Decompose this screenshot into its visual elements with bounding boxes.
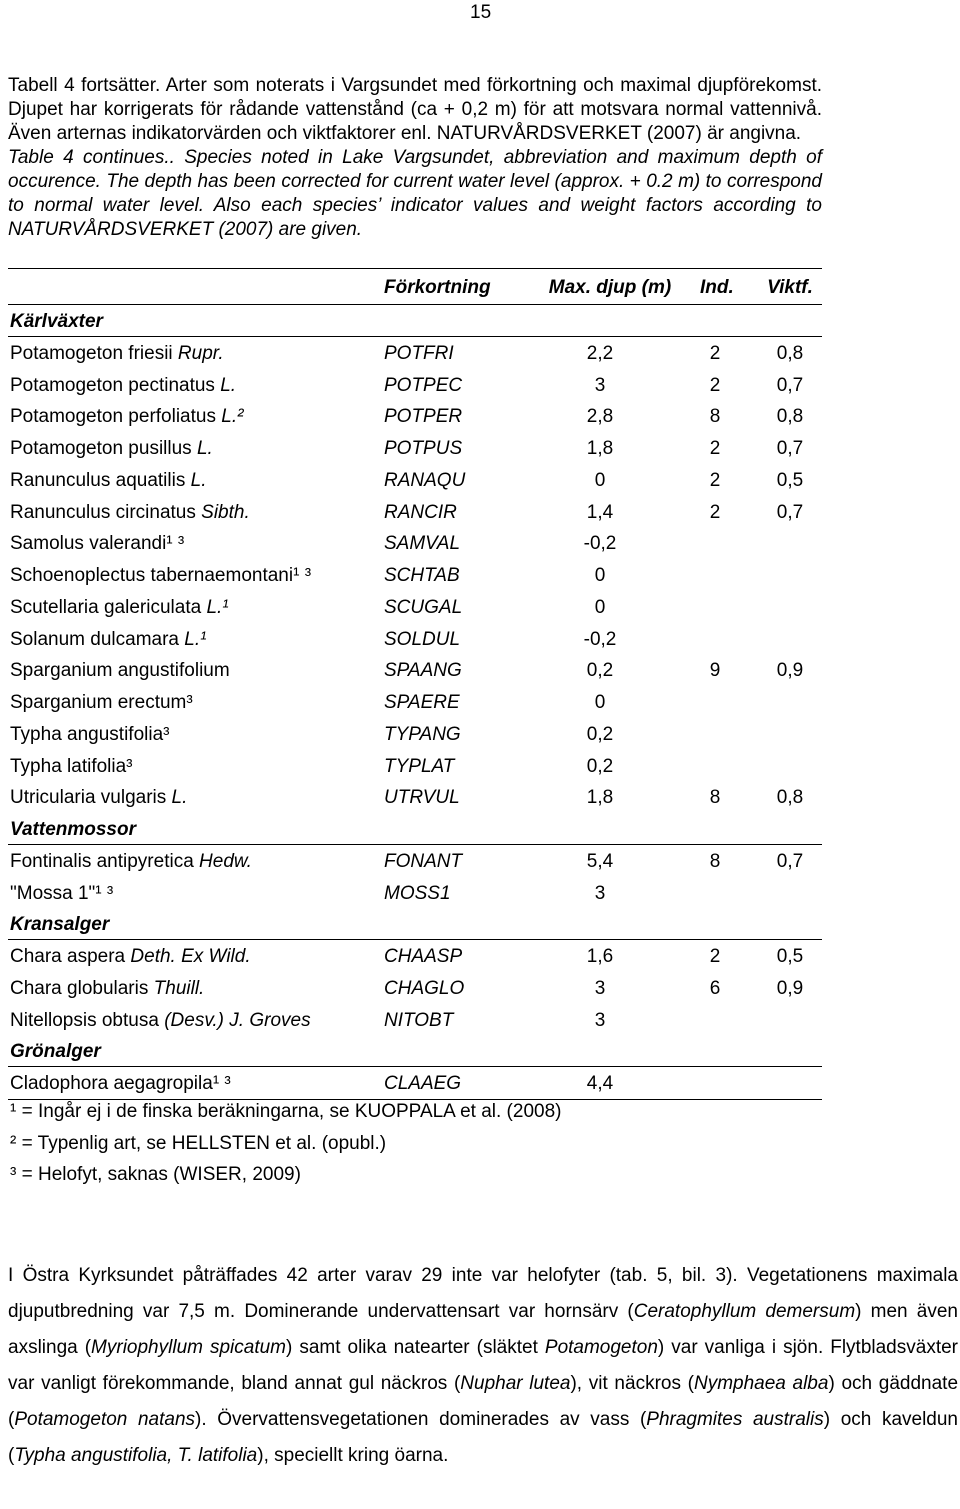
table-row	[10, 593, 822, 623]
indicator-value: 2	[709, 501, 721, 523]
table-row	[10, 879, 822, 909]
species-name: Nitellopsis obtusa (Desv.) J. Groves	[10, 1009, 311, 1031]
abbreviation: FONANT	[384, 850, 463, 872]
abbreviation: SOLDUL	[384, 628, 461, 650]
table-row	[10, 561, 822, 591]
species-name: Schoenoplectus tabernaemontani¹ ³	[10, 565, 312, 586]
weight-factor: 0,8	[776, 787, 804, 809]
abbreviation: SPAANG	[384, 660, 462, 682]
max-depth: 3	[594, 977, 606, 999]
species-name: Typha latifolia³	[10, 755, 133, 777]
table-row	[10, 339, 822, 369]
species-name: Potamogeton pusillus L.	[10, 438, 213, 459]
species-author: L.²	[221, 406, 244, 428]
species-name: Ranunculus circinatus Sibth.	[10, 501, 250, 523]
weight-factor: 0,7	[776, 501, 804, 523]
table-category-row	[10, 910, 822, 940]
table-top-rule	[8, 268, 822, 269]
indicator-value: 2	[709, 374, 721, 396]
species-author: Sibth.	[201, 501, 250, 523]
abbreviation: POTFRI	[384, 342, 454, 364]
category-label: Grönalger	[10, 1041, 101, 1063]
species-author: (Desv.) J. Groves	[164, 1009, 311, 1031]
abbreviation: TYPANG	[384, 723, 461, 745]
table-category-row	[10, 1037, 822, 1067]
max-depth: 0	[594, 692, 606, 713]
indicator-value: 9	[709, 660, 721, 682]
species-name: Samolus valerandi¹ ³	[10, 533, 185, 555]
table-row	[10, 434, 822, 464]
species-author: L.¹	[206, 596, 229, 618]
max-depth: 2,2	[586, 342, 614, 364]
paragraph-text: I Östra Kyrksundet påträffades 42 arter varav 29 inte var helofyter (tab. 5, bil. 3). Vegetationens maximala djuputbredning var 7,5 m. Dominerande undervattensart var hornsärv (Ceratophyllum demersum) men även axslinga (Myriophyllum spicatum) samt olika natearter (släktet Potamogeton) var vanliga i sjön. Flytbladsväxter var vanligt förekommande, bland annat gul näckros (Nuphar lutea), vit näckros (Nymphaea alba) och gäddnate (Potamogeton natans). Övervattensvegetationen dominerades av vass (Phragmites australis) och kaveldun (Typha angustifolia, T. latifolia), speciellt kring öarna.	[8, 1265, 959, 1466]
max-depth: 0,2	[586, 660, 614, 682]
species-author: Hedw.	[199, 850, 252, 872]
table-row	[10, 625, 822, 655]
species-name: Sparganium angustifolium	[10, 660, 230, 682]
max-depth: 1,8	[586, 438, 614, 459]
indicator-value: 6	[709, 977, 721, 999]
table-row	[10, 466, 822, 496]
species-author: Thuill.	[153, 977, 205, 999]
abbreviation: CHAGLO	[384, 977, 465, 999]
species-name: Typha angustifolia³	[10, 723, 170, 745]
page-number: 15	[470, 2, 492, 23]
species-name: Ranunculus aquatilis L.	[10, 469, 207, 491]
species-name: Cladophora aegagropila¹ ³	[10, 1073, 231, 1094]
weight-factor: 0,7	[776, 374, 804, 396]
max-depth: 0	[594, 596, 606, 618]
species-author: L.	[220, 374, 237, 396]
species-name: Utricularia vulgaris L.	[10, 787, 188, 809]
caption-swedish: Tabell 4 fortsätter. Arter som noterats i Vargsundet med förkortning och maximal djupförekomst. Djupet har korrigerats för rådande vattenstånd (ca + 0,2 m) för att motsvara normal vattennivå. Även arternas indikatorvärden och viktfaktorer enl. NATURVÅRDSVERKET (2007) är angivna.	[8, 75, 822, 144]
species-name: Solanum dulcamara L.¹	[10, 628, 207, 650]
table-row	[10, 720, 822, 750]
category-rule	[8, 939, 822, 940]
weight-factor: 0,7	[776, 438, 804, 459]
indicator-value: 8	[709, 850, 721, 872]
table-row	[10, 974, 822, 1004]
table-row	[10, 402, 822, 432]
abbreviation: SAMVAL	[384, 533, 461, 555]
max-depth: -0,2	[583, 533, 617, 555]
species-name: Sparganium erectum³	[10, 692, 193, 713]
indicator-value: 2	[709, 438, 721, 459]
header-bottom-rule	[8, 304, 822, 305]
max-depth: 0	[594, 469, 606, 491]
header-weight: Viktf.	[767, 277, 813, 298]
abbreviation: SCHTAB	[384, 565, 460, 586]
caption-english: Table 4 continues.. Species noted in Lake Vargsundet, abbreviation and maximum depth of occurence. The depth has been corrected for current water level (approx. + 0.2 m) to correspond to normal water level. Also each species’ indicator values and weight factors according to NATURVÅRDSVERKET (2007) are given.	[8, 147, 822, 240]
weight-factor: 0,9	[776, 977, 804, 999]
abbreviation: UTRVUL	[384, 787, 460, 809]
abbreviation: POTPEC	[384, 374, 463, 396]
category-rule	[8, 844, 822, 845]
abbreviation: SCUGAL	[384, 596, 463, 618]
table-row	[10, 529, 822, 559]
category-label: Vattenmossor	[10, 819, 136, 840]
species-name: Chara globularis Thuill.	[10, 977, 205, 999]
abbreviation: POTPER	[384, 406, 463, 428]
abbreviation: POTPUS	[384, 438, 463, 459]
max-depth: 3	[594, 882, 606, 904]
table-category-row	[10, 307, 822, 337]
table-row	[10, 752, 822, 782]
table-row	[10, 656, 822, 686]
max-depth: 1,4	[586, 501, 614, 523]
weight-factor: 0,7	[776, 850, 804, 872]
species-name: "Mossa 1"¹ ³	[10, 882, 114, 904]
max-depth: 2,8	[586, 406, 614, 428]
abbreviation: RANCIR	[384, 501, 457, 523]
max-depth: 4,4	[586, 1073, 614, 1094]
table-row	[10, 783, 822, 813]
max-depth: 3	[594, 374, 606, 396]
weight-factor: 0,8	[776, 406, 804, 428]
abbreviation: SPAERE	[384, 692, 460, 713]
footnote-2: ² = Typenlig art, se HELLSTEN et al. (opubl.)	[10, 1133, 387, 1154]
footnote-3: ³ = Helofyt, saknas (WISER, 2009)	[10, 1164, 301, 1185]
max-depth: 3	[594, 1009, 606, 1031]
category-rule	[8, 336, 822, 337]
species-name: Chara aspera Deth. Ex Wild.	[10, 946, 251, 967]
max-depth: 1,8	[586, 787, 614, 809]
weight-factor: 0,9	[776, 660, 804, 682]
species-author: L.	[196, 438, 213, 459]
table-row	[10, 371, 822, 401]
table-row	[10, 847, 822, 877]
indicator-value: 2	[709, 946, 721, 967]
header-max-depth: Max. djup (m)	[548, 277, 672, 298]
abbreviation: CLAAEG	[384, 1073, 462, 1094]
table-category-row	[10, 815, 822, 845]
indicator-value: 8	[709, 406, 721, 428]
table-row	[10, 1006, 822, 1036]
max-depth: 0,2	[586, 755, 614, 777]
indicator-value: 8	[709, 787, 721, 809]
species-name: Potamogeton perfoliatus L.²	[10, 406, 244, 428]
indicator-value: 2	[709, 469, 721, 491]
indicator-value: 2	[709, 342, 721, 364]
species-name: Potamogeton friesii Rupr.	[10, 342, 224, 364]
table-caption	[8, 74, 822, 242]
species-author: L.¹	[184, 628, 207, 650]
species-author: Deth. Ex Wild.	[130, 946, 251, 967]
header-abbreviation: Förkortning	[384, 277, 491, 298]
max-depth: 0	[594, 565, 606, 586]
category-label: Kransalger	[10, 914, 110, 936]
category-label: Kärlväxter	[10, 311, 103, 332]
max-depth: -0,2	[583, 628, 617, 650]
table-row	[10, 942, 822, 972]
table-header	[10, 273, 822, 303]
weight-factor: 0,5	[776, 469, 804, 491]
footnote-1: ¹ = Ingår ej i de finska beräkningarna, se KUOPPALA et al. (2008)	[10, 1101, 562, 1122]
max-depth: 0,2	[586, 723, 614, 745]
table-row	[10, 498, 822, 528]
abbreviation: RANAQU	[384, 469, 466, 491]
weight-factor: 0,5	[776, 946, 804, 967]
abbreviation: NITOBT	[384, 1009, 454, 1031]
table-row	[10, 1069, 822, 1099]
table-row	[10, 688, 822, 718]
species-name: Scutellaria galericulata L.¹	[10, 596, 229, 618]
max-depth: 5,4	[586, 850, 614, 872]
species-author: L.	[171, 787, 188, 809]
species-name: Potamogeton pectinatus L.	[10, 374, 237, 396]
abbreviation: CHAASP	[384, 946, 463, 967]
species-name: Fontinalis antipyretica Hedw.	[10, 850, 252, 872]
species-author: L.	[190, 469, 207, 491]
category-rule	[8, 1066, 822, 1067]
header-indicator: Ind.	[700, 277, 734, 298]
body-paragraph	[8, 1258, 958, 1474]
max-depth: 1,6	[586, 946, 614, 967]
species-author: Rupr.	[177, 342, 224, 364]
abbreviation: MOSS1	[384, 882, 451, 904]
abbreviation: TYPLAT	[384, 755, 455, 777]
weight-factor: 0,8	[776, 342, 804, 364]
